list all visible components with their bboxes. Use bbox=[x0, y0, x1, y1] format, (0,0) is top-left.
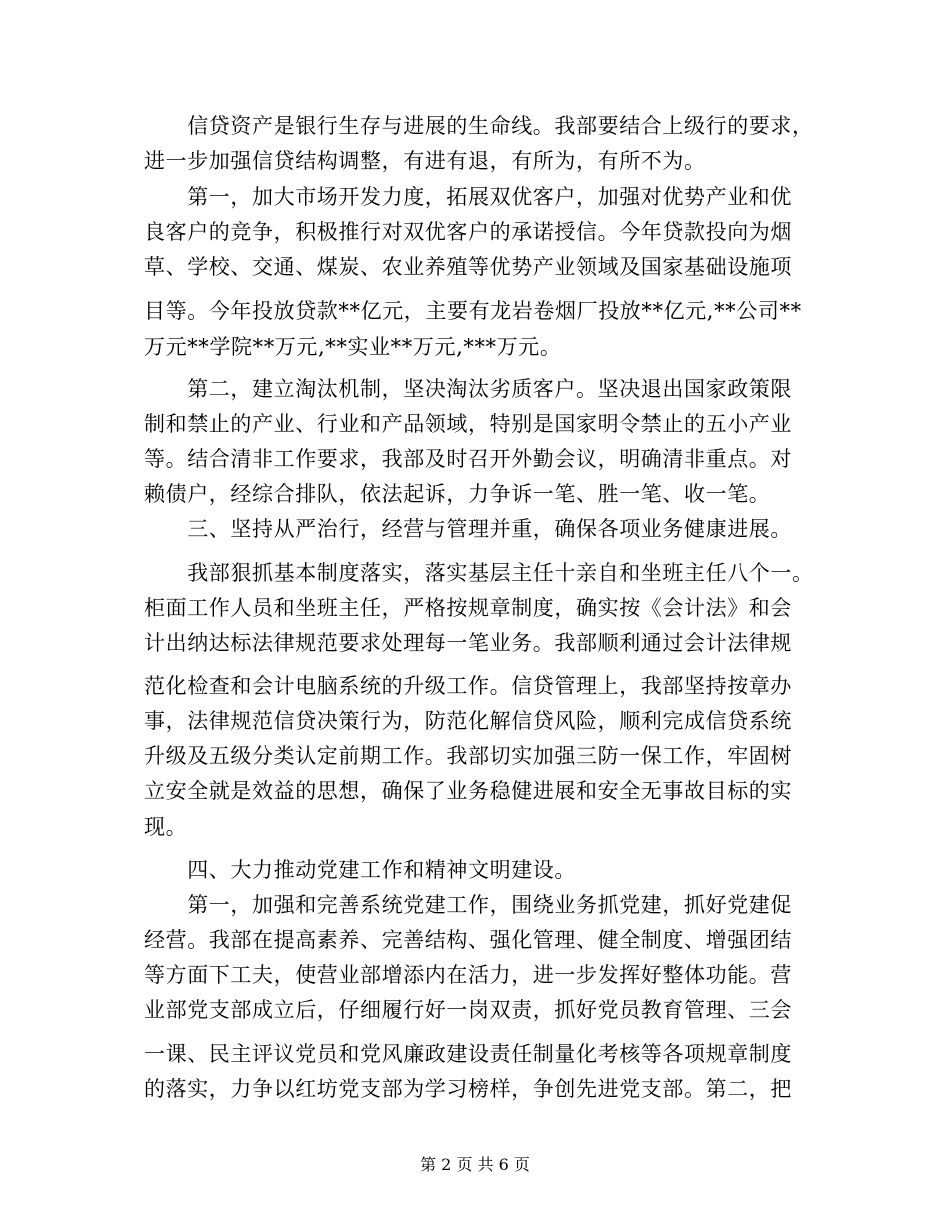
text-line: 我部狠抓基本制度落实，落实基层主任十亲自和坐班主任八个一。 bbox=[144, 561, 814, 585]
text-line: 升级及五级分类认定前期工作。我部切实加强三防一保工作，牢固树 bbox=[144, 744, 792, 768]
text-line: 三、坚持从严治行，经营与管理并重，确保各项业务健康进展。 bbox=[144, 517, 792, 541]
text-line: 事，法律规范信贷决策行为，防范化解信贷风险，顺利完成信贷系统 bbox=[144, 709, 792, 733]
text-line: 等。结合清非工作要求，我部及时召开外勤会议，明确清非重点。对 bbox=[144, 447, 792, 471]
text-line: 经营。我部在提高素养、完善结构、强化管理、健全制度、增强团结 bbox=[144, 928, 792, 952]
text-line: 良客户的竞争，积极推行对双优客户的承诺授信。今年贷款投向为烟 bbox=[144, 220, 792, 244]
text-line: 计出纳达标法律规范要求处理每一笔业务。我部顺利通过会计法律规 bbox=[144, 631, 792, 655]
text-line: 等方面下工夫，使营业部增添内在活力，进一步发挥好整体功能。营 bbox=[144, 963, 792, 987]
text-line: 信贷资产是银行生存与进展的生命线。我部要结合上级行的要求， bbox=[144, 114, 814, 138]
text-line: 万元**学院**万元,**实业**万元,***万元。 bbox=[144, 335, 562, 359]
text-line: 的落实，力争以红坊党支部为学习榜样，争创先进党支部。第二，把 bbox=[144, 1077, 792, 1101]
text-line: 进一步加强信贷结构调整，有进有退，有所为，有所不为。 bbox=[144, 149, 706, 173]
text-line: 柜面工作人员和坐班主任，严格按规章制度，确实按《会计法》和会 bbox=[144, 596, 792, 620]
text-line: 第一，加强和完善系统党建工作，围绕业务抓党建，抓好党建促 bbox=[144, 893, 792, 917]
text-line: 立安全就是效益的思想，确保了业务稳健进展和安全无事故目标的实 bbox=[144, 779, 792, 803]
text-line: 一课、民主评议党员和党风廉政建设责任制量化考核等各项规章制度 bbox=[144, 1042, 792, 1066]
text-line: 四、大力推动党建工作和精神文明建设。 bbox=[144, 858, 576, 882]
page-number-footer: 第 2 页 共 6 页 bbox=[420, 1155, 530, 1174]
text-line: 赖债户，经综合排队，依法起诉，力争诉一笔、胜一笔、收一笔。 bbox=[144, 482, 771, 506]
text-line: 第一，加大市场开发力度，拓展双优客户，加强对优势产业和优 bbox=[144, 185, 792, 209]
text-line: 范化检查和会计电脑系统的升级工作。信贷管理上，我部坚持按章办 bbox=[144, 674, 792, 698]
text-line: 现。 bbox=[144, 815, 188, 839]
text-line: 业部党支部成立后，仔细履行好一岗双责，抓好党员教育管理、三会 bbox=[144, 998, 792, 1022]
text-line: 草、学校、交通、煤炭、农业养殖等优势产业领域及国家基础设施项 bbox=[144, 255, 792, 279]
text-line: 目等。今年投放贷款**亿元，主要有龙岩卷烟厂投放**亿元,**公司** bbox=[144, 299, 802, 323]
text-line: 第二，建立淘汰机制，坚决淘汰劣质客户。坚决退出国家政策限 bbox=[144, 377, 792, 401]
text-line: 制和禁止的产业、行业和产品领域，特别是国家明令禁止的五小产业 bbox=[144, 412, 792, 436]
